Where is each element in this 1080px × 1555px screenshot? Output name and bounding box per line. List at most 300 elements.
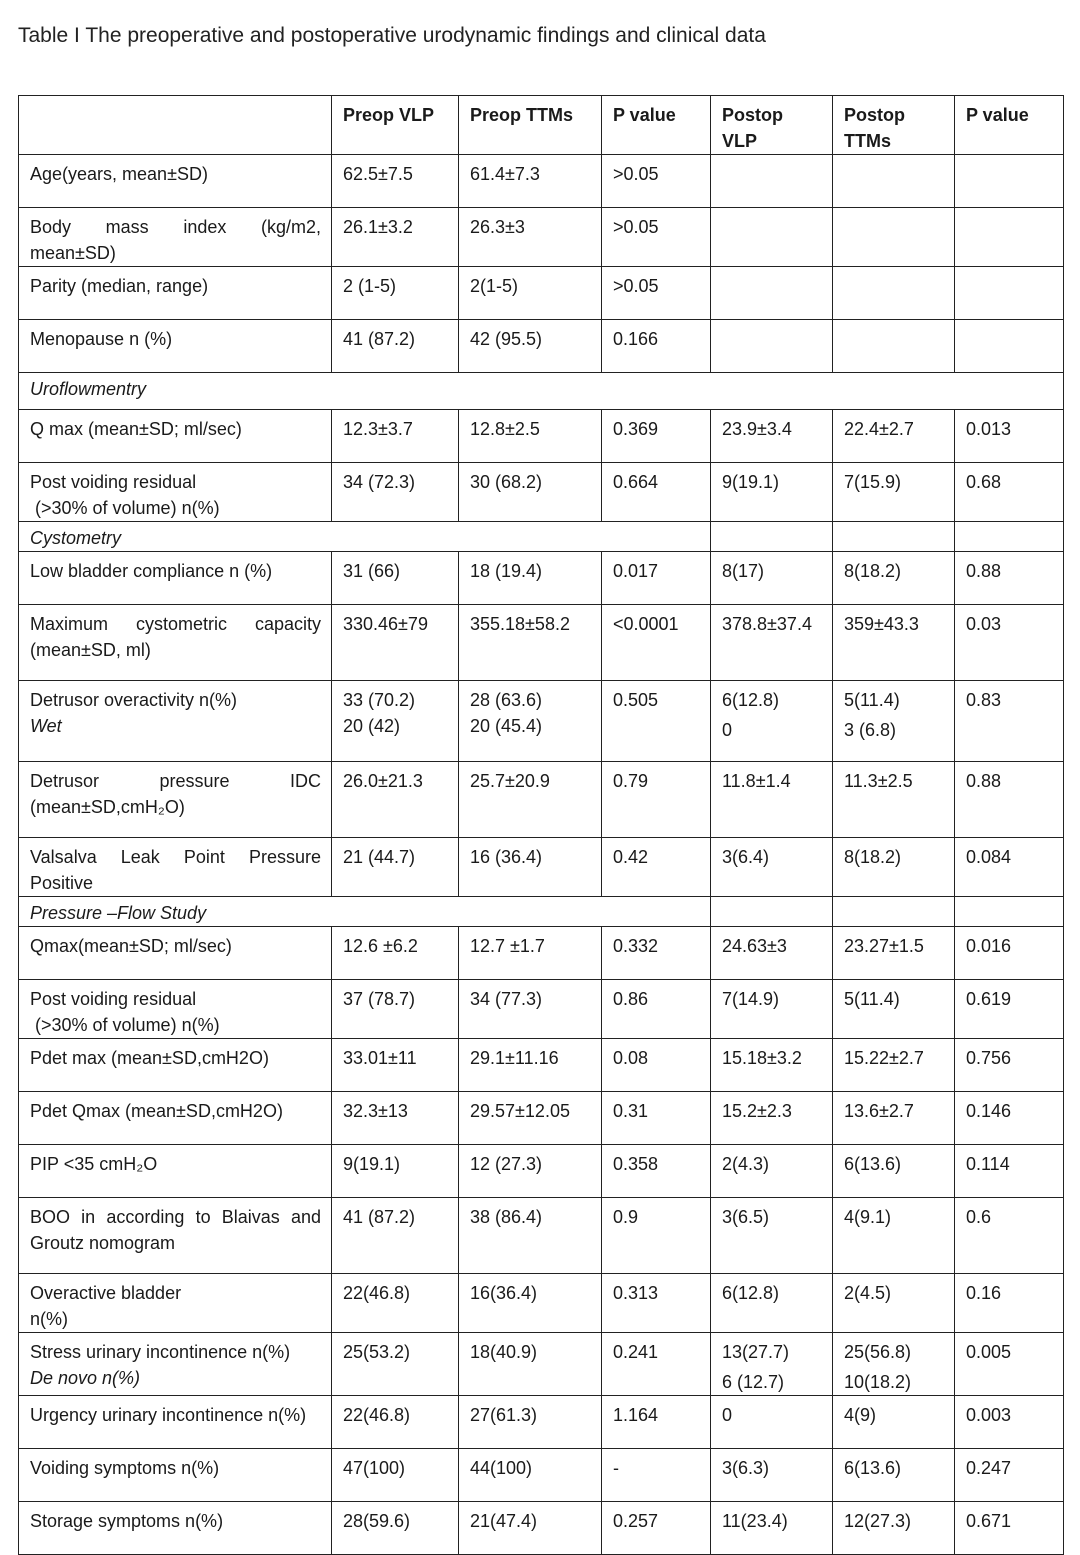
cell-value: - [613,1458,619,1478]
value-cell [602,552,711,605]
value-cell [711,838,833,897]
section-blank-cell [955,522,1064,552]
cell-value: 4(9) [844,1405,877,1425]
value-cell [833,267,955,320]
table-row [19,681,1064,762]
value-cell [833,838,955,897]
value-cell [955,208,1064,267]
cell-value: 0.017 [613,561,659,581]
header-preop-vlp: Preop VLP [332,96,459,155]
cell-value: 8(18.2) [844,847,902,867]
value-cell [833,1145,955,1198]
value-cell [833,1333,955,1396]
value-cell [332,681,459,762]
cell-value: 0.005 [966,1342,1012,1362]
row-label-cell [19,320,332,373]
table-row [19,605,1064,681]
row-label: Menopause n (%) [30,329,173,349]
cell-value: 24.63±3 [722,936,787,956]
cell-value: 21 (44.7) [343,847,416,867]
value-cell [602,605,711,681]
value-cell [602,410,711,463]
value-cell [602,1333,711,1396]
row-label-cell [19,1502,332,1555]
cell-value: 12.7 ±1.7 [470,936,545,956]
row-label: PIP <35 cmH₂O [30,1154,158,1174]
cell-value: 0.79 [613,771,649,791]
value-cell [955,1198,1064,1274]
table-row [19,838,1064,897]
value-cell [459,1274,602,1333]
cell-value: 0.358 [613,1154,659,1174]
section-row [19,897,1064,927]
row-sublabel: De novo n(%) [30,1368,141,1388]
cell-value: 0.42 [613,847,649,867]
value-cell [711,1092,833,1145]
cell-value: 22(46.8) [343,1283,411,1303]
cell-value: 0.68 [966,472,1002,492]
cell-value: 0.9 [613,1207,639,1227]
row-label-cell [19,208,332,267]
value-cell [602,980,711,1039]
value-cell [955,1396,1064,1449]
table-row [19,1145,1064,1198]
value-cell [711,320,833,373]
value-cell [602,267,711,320]
cell-value: 15.18±3.2 [722,1048,802,1068]
cell-value: 0.241 [613,1342,659,1362]
table-row [19,1274,1064,1333]
header-postop-vlp: Postop VLP [711,96,833,155]
value-cell [711,155,833,208]
row-label-cell [19,681,332,762]
value-cell [332,155,459,208]
row-label-cell [19,155,332,208]
value-cell [955,1145,1064,1198]
value-cell [459,552,602,605]
cell-value: 0.03 [966,614,1002,634]
table-row [19,1039,1064,1092]
table-row [19,980,1064,1039]
value-cell [955,1502,1064,1555]
value-cell [711,208,833,267]
value-cell [955,320,1064,373]
cell-value: 2(4.5) [844,1283,892,1303]
value-cell [602,1198,711,1274]
cell-value: 32.3±13 [343,1101,408,1121]
value-cell [833,552,955,605]
value-cell [955,1092,1064,1145]
cell-value: 15.2±2.3 [722,1101,792,1121]
value-cell [459,320,602,373]
row-label: BOO in according to Blaivas and Groutz nomogram [30,1207,321,1253]
value-cell [711,1333,833,1396]
cell-value: 28 (63.6) [470,690,543,710]
row-label: Detrusor overactivity n(%) [30,690,238,710]
value-cell [459,155,602,208]
value-cell [332,838,459,897]
row-label-cell [19,1039,332,1092]
cell-value: 26.1±3.2 [343,217,413,237]
header-row [19,96,1064,155]
value-cell [602,1396,711,1449]
cell-value: 2 (1-5) [343,276,397,296]
value-cell [833,1449,955,1502]
header-p-value-preop: P value [602,96,711,155]
value-cell [955,267,1064,320]
cell-value: 47(100) [343,1458,406,1478]
cell-value: 6(12.8) [722,1283,780,1303]
value-cell [833,1198,955,1274]
value-cell [332,463,459,522]
value-cell [833,1092,955,1145]
value-cell [833,605,955,681]
value-cell [332,927,459,980]
findings-table [18,95,1064,1555]
cell-value: 6(12.8) [722,690,780,710]
value-cell [602,681,711,762]
cell-value: 0.16 [966,1283,1002,1303]
row-label-cell [19,762,332,838]
table-row [19,1449,1064,1502]
value-cell [833,410,955,463]
cell-value: 18 (19.4) [470,561,543,581]
cell-value: 5(11.4) [844,690,900,710]
value-cell [602,1145,711,1198]
value-cell [711,1145,833,1198]
value-cell [833,762,955,838]
row-label: Stress urinary incontinence n(%) [30,1342,291,1362]
value-cell [332,980,459,1039]
section-blank-cell [955,897,1064,927]
value-cell [711,605,833,681]
value-cell [955,927,1064,980]
cell-value: 1.164 [613,1405,659,1425]
table-row [19,463,1064,522]
value-cell [459,605,602,681]
cell-value: 0.31 [613,1101,649,1121]
row-label: Low bladder compliance n (%) [30,561,273,581]
row-label-cell [19,410,332,463]
row-label-cell [19,980,332,1039]
value-cell [711,463,833,522]
cell-value: 12 (27.3) [470,1154,543,1174]
value-cell [602,1274,711,1333]
cell-value: 3(6.4) [722,847,770,867]
value-cell [711,552,833,605]
row-label-cell [19,1449,332,1502]
value-cell [833,927,955,980]
value-cell [955,762,1064,838]
cell-value: 13(27.7) [722,1342,790,1362]
cell-subvalue: 20 (45.4) [470,716,543,736]
cell-value: >0.05 [613,217,659,237]
cell-value: 9(19.1) [343,1154,401,1174]
section-row [19,522,1064,552]
row-label: Storage symptoms n(%) [30,1511,224,1531]
cell-value: 359±43.3 [844,614,919,634]
cell-value: 0.114 [966,1154,1010,1174]
table-row [19,1502,1064,1555]
cell-value: 22.4±2.7 [844,419,914,439]
cell-value: 0.88 [966,561,1002,581]
cell-value: 29.57±12.05 [470,1101,570,1121]
table-row [19,927,1064,980]
cell-value: 355.18±58.2 [470,614,570,634]
value-cell [833,1396,955,1449]
value-cell [711,762,833,838]
value-cell [955,552,1064,605]
value-cell [332,1198,459,1274]
value-cell [459,208,602,267]
cell-value: 0.332 [613,936,659,956]
value-cell [833,980,955,1039]
value-cell [459,1449,602,1502]
value-cell [459,1396,602,1449]
cell-value: 330.46±79 [343,614,428,634]
cell-value: 12.8±2.5 [470,419,540,439]
table-row [19,1333,1064,1396]
value-cell [332,1449,459,1502]
value-cell [711,1274,833,1333]
cell-value: 0.83 [966,690,1002,710]
cell-value: 41 (87.2) [343,1207,416,1227]
cell-value: 11(23.4) [722,1511,788,1531]
value-cell [459,410,602,463]
value-cell [332,410,459,463]
row-label-cell [19,1092,332,1145]
cell-value: 9(19.1) [722,472,780,492]
cell-value: 25(53.2) [343,1342,411,1362]
row-label: Pdet Qmax (mean±SD,cmH2O) [30,1101,283,1121]
row-label: Body mass index (kg/m2, mean±SD) [30,217,321,263]
cell-value: 0.6 [966,1207,992,1227]
row-label: Detrusor pressure IDC (mean±SD,cmH₂O) [30,771,321,817]
row-label-cell [19,1333,332,1396]
cell-value: >0.05 [613,164,659,184]
cell-value: 0.084 [966,847,1012,867]
table-caption: Table I The preoperative and postoperative urodynamic findings and clinical data [18,24,766,47]
cell-value: 18(40.9) [470,1342,538,1362]
value-cell [711,681,833,762]
row-label: Maximum cystometric capacity (mean±SD, ml) [30,614,321,660]
value-cell [711,1198,833,1274]
header-cell-blank [19,96,332,155]
cell-value: 5(11.4) [844,989,900,1009]
cell-subvalue: 0 [722,720,733,740]
value-cell [955,1333,1064,1396]
value-cell [332,762,459,838]
cell-value: 12(27.3) [844,1511,912,1531]
row-label-cell [19,552,332,605]
cell-value: 33.01±11 [343,1048,417,1068]
value-cell [711,980,833,1039]
value-cell [955,155,1064,208]
cell-value: 21(47.4) [470,1511,538,1531]
value-cell [459,1502,602,1555]
value-cell [332,208,459,267]
row-label-cell [19,267,332,320]
row-label-cell [19,463,332,522]
value-cell [955,681,1064,762]
cell-subvalue: 3 (6.8) [844,720,897,740]
value-cell [602,1092,711,1145]
cell-value: 11.3±2.5 [844,771,913,791]
value-cell [711,927,833,980]
value-cell [833,1502,955,1555]
cell-value: 15.22±2.7 [844,1048,924,1068]
cell-value: 7(15.9) [844,472,902,492]
value-cell [955,838,1064,897]
value-cell [459,681,602,762]
cell-value: 22(46.8) [343,1405,411,1425]
cell-value: 0.756 [966,1048,1012,1068]
cell-value: 44(100) [470,1458,533,1478]
row-label: Voiding symptoms n(%) [30,1458,220,1478]
value-cell [459,267,602,320]
cell-value: 8(17) [722,561,765,581]
row-sublabel: (>30% of volume) n(%) [30,1015,220,1035]
value-cell [833,155,955,208]
table-row [19,208,1064,267]
table-row [19,320,1064,373]
section-row [19,373,1064,410]
cell-value: 0.619 [966,989,1012,1009]
table-row [19,1092,1064,1145]
cell-value: 16 (36.4) [470,847,543,867]
table-row [19,155,1064,208]
row-label-cell [19,838,332,897]
value-cell [332,1039,459,1092]
row-label: Urgency urinary incontinence n(%) [30,1405,307,1425]
cell-value: 26.3±3 [470,217,525,237]
value-cell [602,838,711,897]
cell-value: 11.8±1.4 [722,771,791,791]
value-cell [459,1092,602,1145]
value-cell [459,1039,602,1092]
cell-value: 61.4±7.3 [470,164,540,184]
value-cell [332,1274,459,1333]
row-label-cell [19,605,332,681]
value-cell [332,267,459,320]
cell-value: 0.016 [966,936,1012,956]
row-label-cell [19,1396,332,1449]
table-row [19,1198,1064,1274]
row-label: Post voiding residual [30,989,197,1009]
cell-value: 6(13.6) [844,1154,902,1174]
cell-value: 25(56.8) [844,1342,912,1362]
value-cell [711,1449,833,1502]
cell-value: 34 (77.3) [470,989,543,1009]
cell-value: 2(1-5) [470,276,519,296]
cell-value: 0.003 [966,1405,1012,1425]
section-blank-cell [711,897,833,927]
cell-value: 0.247 [966,1458,1012,1478]
cell-value: 42 (95.5) [470,329,543,349]
value-cell [955,980,1064,1039]
cell-subvalue: 10(18.2) [844,1372,912,1392]
row-label-cell [19,1145,332,1198]
section-label: Uroflowmentry [19,373,1064,410]
section-blank-cell [833,897,955,927]
value-cell [955,410,1064,463]
value-cell [602,1039,711,1092]
cell-value: 0.257 [613,1511,659,1531]
cell-value: 0.505 [613,690,659,710]
value-cell [955,605,1064,681]
cell-value: 7(14.9) [722,989,780,1009]
value-cell [711,267,833,320]
cell-value: 2(4.3) [722,1154,770,1174]
row-label: Parity (median, range) [30,276,209,296]
cell-value: 4(9.1) [844,1207,892,1227]
value-cell [602,1502,711,1555]
value-cell [459,1145,602,1198]
cell-value: 28(59.6) [343,1511,411,1531]
value-cell [332,1502,459,1555]
cell-value: 0.166 [613,329,659,349]
cell-value: 0.08 [613,1048,649,1068]
cell-value: 37 (78.7) [343,989,416,1009]
value-cell [955,463,1064,522]
value-cell [602,320,711,373]
cell-value: >0.05 [613,276,659,296]
value-cell [332,1145,459,1198]
cell-value: 0.369 [613,419,659,439]
table-row [19,552,1064,605]
cell-subvalue: 6 (12.7) [722,1372,785,1392]
value-cell [711,1396,833,1449]
cell-value: 12.6 ±6.2 [343,936,418,956]
value-cell [833,463,955,522]
cell-value: 30 (68.2) [470,472,543,492]
section-blank-cell [833,522,955,552]
value-cell [955,1039,1064,1092]
header-preop-ttms: Preop TTMs [459,96,602,155]
value-cell [833,320,955,373]
value-cell [711,1502,833,1555]
row-sublabel: Wet [30,716,62,736]
value-cell [332,552,459,605]
value-cell [711,410,833,463]
cell-value: 0.88 [966,771,1002,791]
row-label-cell [19,927,332,980]
cell-value: 0.313 [613,1283,659,1303]
cell-value: 23.27±1.5 [844,936,924,956]
row-label: Age(years, mean±SD) [30,164,208,184]
header-p-value-postop: P value [955,96,1064,155]
value-cell [332,1396,459,1449]
cell-value: <0.0001 [613,614,679,634]
cell-value: 23.9±3.4 [722,419,792,439]
cell-value: 3(6.5) [722,1207,770,1227]
value-cell [459,980,602,1039]
value-cell [459,927,602,980]
cell-value: 25.7±20.9 [470,771,550,791]
cell-value: 378.8±37.4 [722,614,812,634]
value-cell [833,208,955,267]
cell-subvalue: 20 (42) [343,716,401,736]
value-cell [955,1274,1064,1333]
row-label: Q max (mean±SD; ml/sec) [30,419,242,439]
section-label: Pressure –Flow Study [19,897,711,927]
row-label: Qmax(mean±SD; ml/sec) [30,936,232,956]
value-cell [459,1198,602,1274]
value-cell [459,762,602,838]
value-cell [602,463,711,522]
cell-value: 0.013 [966,419,1012,439]
header-postop-ttms: Postop TTMs [833,96,955,155]
